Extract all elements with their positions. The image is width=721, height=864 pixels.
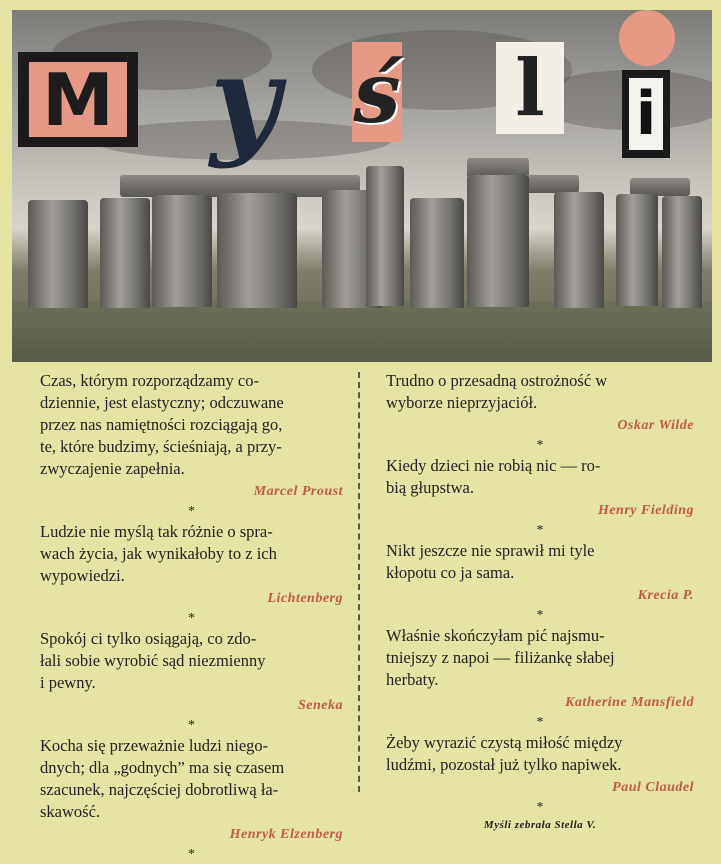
quote-proust bbox=[40, 370, 343, 503]
quote-mansfield bbox=[386, 625, 694, 714]
quote-line: Żeby wyrazić czystą miłość między bbox=[386, 733, 623, 752]
separator-star: * bbox=[536, 715, 544, 730]
separator-star: * bbox=[536, 800, 544, 815]
quote-line: łali sobie wyrobić sąd niezmienny bbox=[40, 651, 266, 670]
quote-line: Kocha się przeważnie ludzi niego- bbox=[40, 736, 269, 755]
quote-krecia bbox=[386, 540, 694, 607]
quote-seneka bbox=[40, 628, 343, 717]
left-column bbox=[40, 370, 343, 864]
quote-line: szacunek, najczęściej dobrotliwą ła- bbox=[40, 780, 279, 799]
separator-star: * bbox=[188, 504, 195, 519]
quote-line: zwyczajenie zapełnia. bbox=[40, 459, 185, 478]
title-letter-m: M bbox=[18, 52, 138, 147]
quote-author: Katherine Mansfield bbox=[565, 695, 694, 710]
quote-wilde bbox=[386, 370, 694, 437]
separator-star: * bbox=[188, 611, 195, 626]
quote-line: Ludzie nie myślą tak różnie o spra- bbox=[40, 522, 273, 541]
title-dot-decoration bbox=[619, 10, 675, 66]
quote-line: Właśnie skończyłam pić najsmu- bbox=[386, 626, 605, 645]
credit-line: Myśli zebrała Stella V. bbox=[483, 819, 597, 831]
quote-line: wypowiedzi. bbox=[40, 566, 125, 585]
separator-star: * bbox=[536, 523, 544, 538]
separator-star: * bbox=[188, 718, 195, 733]
quote-line: Nikt jeszcze nie sprawił mi tyle bbox=[386, 541, 595, 560]
quote-line: tniejszy z napoi — filiżankę słabej bbox=[386, 648, 615, 667]
quote-line: skawość. bbox=[40, 802, 101, 821]
quote-line: wyborze nieprzyjaciół. bbox=[386, 393, 538, 412]
right-column bbox=[386, 370, 694, 831]
quote-line: herbaty. bbox=[386, 670, 439, 689]
quote-line: Czas, którym rozporządzamy co- bbox=[40, 371, 259, 390]
quote-author: Henry Fielding bbox=[597, 503, 694, 518]
quote-line: dnych; dla „godnych” ma się czasem bbox=[40, 758, 285, 777]
quote-line: Spokój ci tylko osiągają, co zdo- bbox=[40, 629, 257, 648]
quote-fielding bbox=[386, 455, 694, 522]
column-divider bbox=[358, 372, 360, 792]
quote-line: Kiedy dzieci nie robią nic — ro- bbox=[386, 456, 601, 475]
title-letter-l: l bbox=[496, 42, 564, 134]
quote-line: ludźmi, pozostał już tylko napiwek. bbox=[386, 755, 622, 774]
grass bbox=[12, 302, 712, 362]
quote-author: Krecia P. bbox=[637, 588, 694, 603]
title-letter-y: y bbox=[210, 29, 280, 171]
quote-line: kłopotu co ja sama. bbox=[386, 563, 515, 582]
quote-line: przez nas namiętności rozciągają go, bbox=[40, 415, 283, 434]
quote-author: Marcel Proust bbox=[253, 484, 343, 499]
quote-line: te, które budzimy, ścieśniają, a przy- bbox=[40, 437, 282, 456]
quote-line: wach życia, jak wynikałoby to z ich bbox=[40, 544, 277, 563]
quote-author: Oskar Wilde bbox=[617, 418, 694, 433]
quote-line: Trudno o przesadną ostrożność w bbox=[386, 371, 608, 390]
quote-claudel bbox=[386, 732, 694, 799]
separator-star: * bbox=[188, 847, 195, 862]
separator-star: * bbox=[536, 608, 544, 623]
quote-line: bią głupstwa. bbox=[386, 478, 474, 497]
quote-author: Paul Claudel bbox=[612, 780, 694, 795]
quote-author: Seneka bbox=[298, 698, 343, 713]
quote-author: Henryk Elzenberg bbox=[229, 827, 343, 842]
title-letter-i: i bbox=[622, 70, 670, 158]
quote-author: Lichtenberg bbox=[267, 591, 343, 606]
separator-star: * bbox=[536, 438, 544, 453]
title-letter-s: ś bbox=[353, 42, 401, 142]
quote-elzenberg bbox=[40, 735, 343, 846]
quote-lichtenberg bbox=[40, 521, 343, 610]
quote-line: i pewny. bbox=[40, 673, 96, 692]
quote-line: dziennie, jest elastyczny; odczuwane bbox=[40, 393, 284, 412]
